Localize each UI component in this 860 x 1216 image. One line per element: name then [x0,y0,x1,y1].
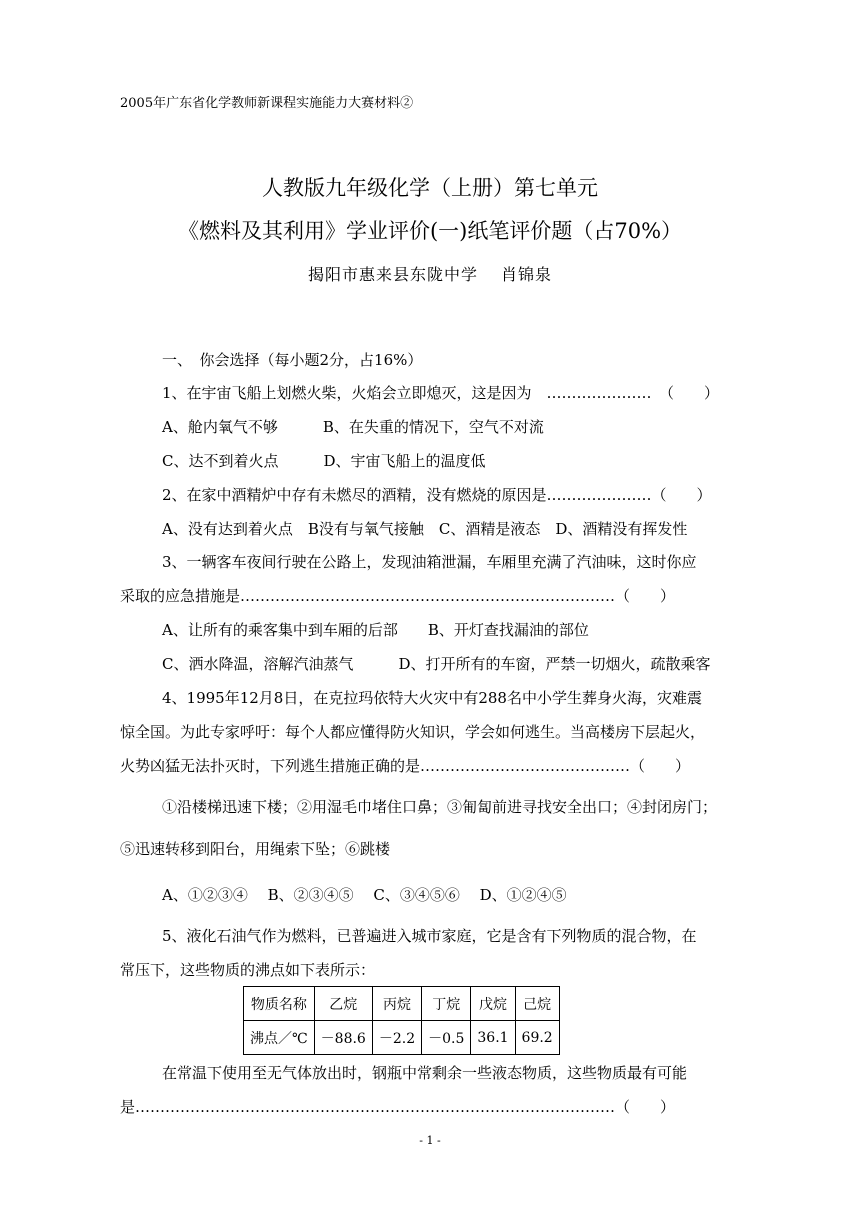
question-5-followup-line2: 是……………………………………………………………………………………（ ） [120,1098,676,1116]
table-row [244,1021,560,1055]
question-3-stem-line2: 采取的应急措施是…………………………………………………………………（ ） [120,587,676,605]
boiling-point-table [243,986,560,1055]
question-5-followup-line1: 在常温下使用至无气体放出时，钢瓶中常剩余一些液态物质，这些物质最有可能 [162,1064,688,1082]
question-4-options: A、①②③④ B、②③④⑤ C、③④⑤⑥ D、①②④⑤ [162,886,567,904]
page-title: 人教版九年级化学（上册）第七单元 [262,176,598,200]
question-3-options-row2: C、洒水降温，溶解汽油蒸气 D、打开所有的车窗，严禁一切烟火，疏散乘客 [162,655,711,673]
table-row [244,987,560,1021]
table-header-cell: 物质名称 [244,987,315,1021]
question-2-options: A、没有达到着火点 B没有与氧气接触 C、酒精是液态 D、酒精没有挥发性 [162,520,688,538]
table-header-cell: 丙烷 [372,987,421,1021]
question-3-stem-line1: 3、一辆客车夜间行驶在公路上，发现油箱泄漏，车厢里充满了汽油味，这时你应 [162,553,697,571]
question-4-items-line1: ①沿楼梯迅速下楼；②用湿毛巾堵住口鼻；③匍匐前进寻找安全出口；④封闭房门； [162,798,718,816]
section-heading: 一、 你会选择（每小题2分，占16%） [162,351,423,369]
question-3-options-row1: A、让所有的乘客集中到车厢的后部 B、开灯查找漏油的部位 [162,621,589,639]
question-4-stem-line3: 火势凶猛无法扑灭时，下列逃生措施正确的是……………………………………（ ） [120,757,691,775]
question-4-stem-line1: 4、1995年12月8日，在克拉玛依特大火灾中有288名中小学生葬身火海，灾难震 [162,689,702,707]
table-cell: －88.6 [314,1021,372,1055]
question-4-items-line2: ⑤迅速转移到阳台，用绳索下坠；⑥跳楼 [120,840,391,858]
table-header-cell: 戊烷 [471,987,515,1021]
question-1-options-row2: C、达不到着火点 D、宇宙飞船上的温度低 [162,452,486,470]
table-cell: －2.2 [372,1021,421,1055]
table-cell: －0.5 [422,1021,471,1055]
question-1-stem: 1、在宇宙飞船上划燃火柴，火焰会立即熄灭，这是因为 ………………… （ ） [162,384,720,402]
table-cell: 36.1 [471,1021,515,1055]
table-header-cell: 己烷 [515,987,559,1021]
question-1-options-row1: A、舱内氧气不够 B、在失重的情况下，空气不对流 [162,418,544,436]
question-5-stem-line1: 5、液化石油气作为燃料，已普遍进入城市家庭，它是含有下列物质的混合物，在 [162,927,697,945]
question-5-stem-line2: 常压下，这些物质的沸点如下表所示： [120,961,376,979]
author-line: 揭阳市惠来县东陇中学 肖锦泉 [307,265,553,284]
table-header-cell: 乙烷 [314,987,372,1021]
table-cell: 沸点／℃ [244,1021,315,1055]
page-subtitle: 《燃料及其利用》学业评价(一)纸笔评价题（占70%） [177,219,683,243]
page-number: - 1 - [419,1134,441,1147]
table-header-cell: 丁烷 [422,987,471,1021]
question-4-stem-line2: 惊全国。为此专家呼吁：每个人都应懂得防火知识，学会如何逃生。当高楼房下层起火， [120,723,706,741]
document-header: 2005年广东省化学教师新课程实施能力大赛材料② [120,96,414,111]
table-cell: 69.2 [515,1021,559,1055]
question-2-stem: 2、在家中酒精炉中存有未燃尽的酒精，没有燃烧的原因是…………………（ ） [162,486,712,504]
